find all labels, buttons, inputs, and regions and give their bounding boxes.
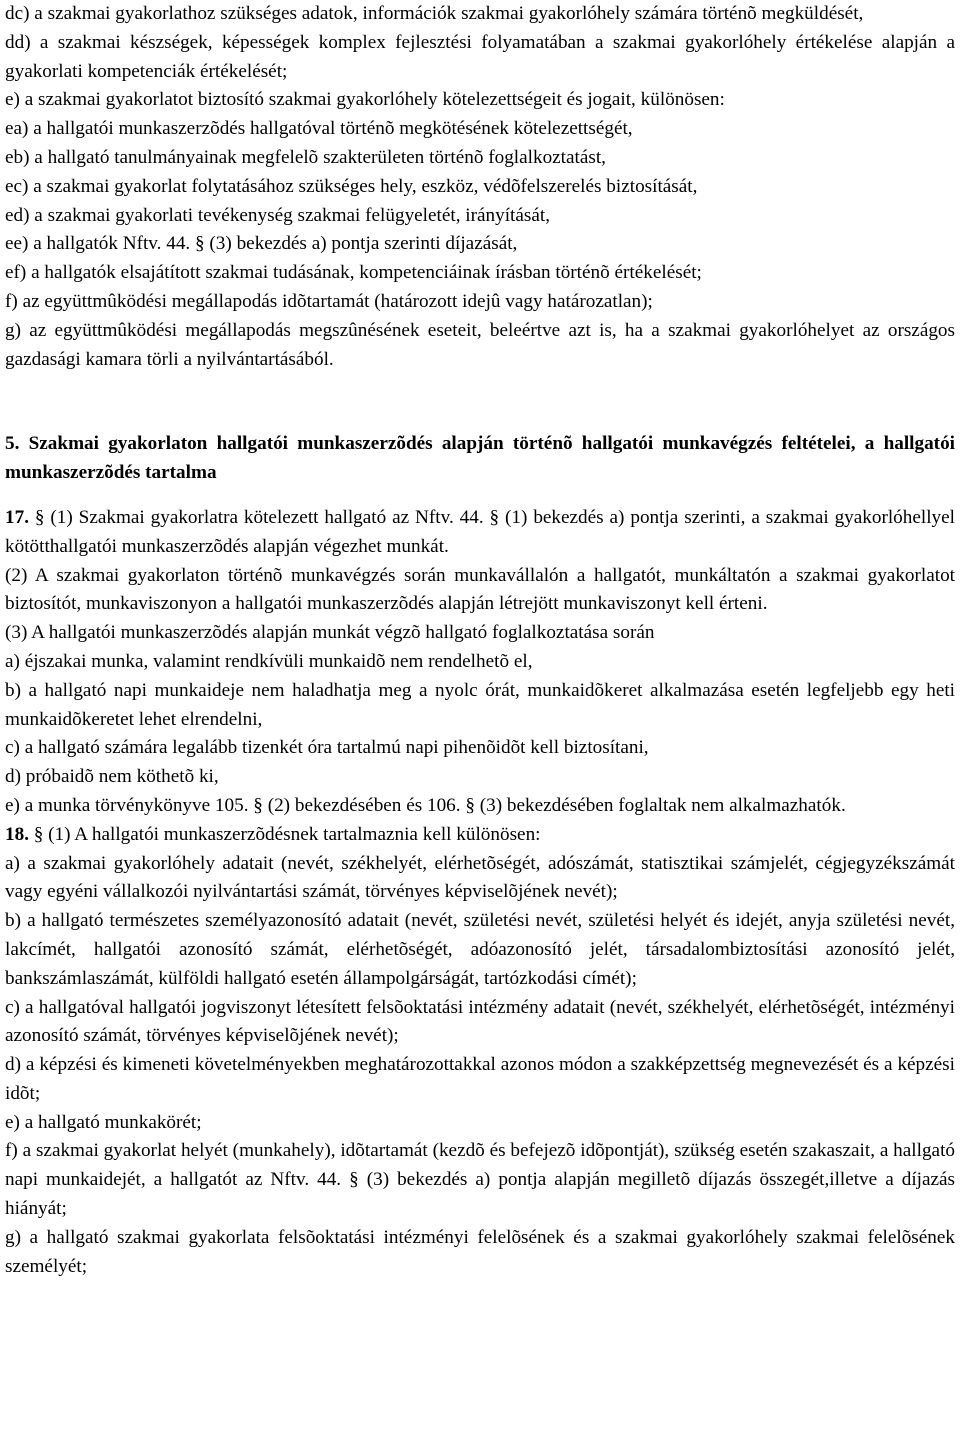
paragraph-eb: eb) a hallgató tanulmányainak megfelelõ szakterületen történõ foglalkoztatást, [5,146,606,168]
paragraph-dc: dc) a szakmai gyakorlathoz szükséges adatok, információk szakmai gyakorlóhely számára történõ megküldését, [5,3,864,24]
article-18-item-g: g) a hallgató szakmai gyakorlata felsõoktatási intézményi felelõsének és a szakmai gyakorlóhely szakmai felelõsének személyét; [5,1226,955,1277]
paragraph-f: f) az együttmûködési megállapodás idõtartamát (határozott idejû vagy határozatlan); [5,290,653,312]
article-18-item-a: a) a szakmai gyakorlóhely adatait (nevét, székhelyét, elérhetõségét, adószámát, statisztikai számjelét, cégjegyzékszámát vagy egyéni vállalkozói nyilvántartási számát, törvényes képviselõjének nevét); [5,852,955,903]
article-18-item-c: c) a hallgatóval hallgatói jogviszonyt létesített felsõoktatási intézmény adatait (nevét, székhelyét, elérhetõségét, intézményi azonosító számát, törvényes képviselõjének nevét); [5,996,955,1047]
document-page [5,0,955,1281]
article-18-item-e: e) a hallgató munkakörét; [5,1111,202,1133]
article-17-item-a: a) éjszakai munka, valamint rendkívüli munkaidõ nem rendelhetõ el, [5,650,533,672]
article-17-item-b: b) a hallgató napi munkaideje nem haladhatja meg a nyolc órát, munkaidõkeret alkalmazása esetén legfeljebb egy heti munkaidõkeretet lehet elrendelni, [5,679,955,730]
article-number-18: 18. [5,823,29,845]
paragraph-e: e) a szakmai gyakorlatot biztosító szakmai gyakorlóhely kötelezettségeit és jogait, különösen: [5,89,725,111]
article-17-para-2: (2) A szakmai gyakorlaton történõ munkavégzés során munkavállalón a hallgatót, munkáltatón a szakmai gyakorlatot biztosítót, munkaviszonyon a hallgatói munkaszerzõdés alapján létrejött munkaviszonyt kell érteni. [5,564,955,615]
article-18-para-1-text: § (1) A hallgatói munkaszerzõdésnek tartalmaznia kell különösen: [33,823,541,845]
article-17-item-d: d) próbaidõ nem köthetõ ki, [5,766,219,788]
paragraph-ec: ec) a szakmai gyakorlat folytatásához szükséges hely, eszköz, védõfelszerelés biztosítását, [5,175,698,197]
section-heading: 5. Szakmai gyakorlaton hallgatói munkaszerzõdés alapján történõ hallgatói munkavégzés feltételei, a hallgatói munkaszerzõdés tartalma [5,433,955,484]
article-18-item-d: d) a képzési és kimeneti követelményekben meghatározottakkal azonos módon a szakképzettség megnevezését és a képzési idõt; [5,1054,955,1104]
article-17-para-1 [5,504,955,562]
article-number-17: 17. [5,506,29,528]
article-17-item-c: c) a hallgató számára legalább tizenkét óra tartalmú napi pihenõidõt kell biztosítani, [5,737,649,759]
paragraph-ed: ed) a szakmai gyakorlati tevékenység szakmai felügyeletét, irányítását, [5,204,551,226]
article-18-item-f: f) a szakmai gyakorlat helyét (munkahely), idõtartamát (kezdõ és befejezõ idõpontját), szükség esetén szakaszait, a hallgató napi munkaidejét, a hallgatót az Nftv. 44. § (3) bekezdés a) pontja alapján megilletõ díjazás összegét,illetve a díjazás hiányát; [5,1140,955,1220]
article-18-item-b: b) a hallgató természetes személyazonosító adatait (nevét, születési nevét, születési helyét és idejét, anyja születési nevét, lakcímét, hallgatói azonosító számát, elérhetõségét, adóazonosító jelét, társadalombiztosítási azonosító jelét, bankszámlaszámát, külföldi hallgató esetén állampolgárságát, tartózkodási címét); [5,910,955,989]
article-18-para-1 [5,821,955,850]
article-17-para-3: (3) A hallgatói munkaszerzõdés alapján munkát végzõ hallgató foglalkoztatása során [5,622,655,644]
article-17-para-1-text: § (1) Szakmai gyakorlatra kötelezett hallgató az Nftv. 44. § (1) bekezdés a) pontja szerinti, a szakmai gyakorlóhellyel kötötthallgatói munkaszerzõdés alapján végezhet munkát. [5,506,955,557]
paragraph-ee: ee) a hallgatók Nftv. 44. § (3) bekezdés a) pontja szerinti díjazását, [5,233,518,255]
paragraph-dd: dd) a szakmai készségek, képességek komplex fejlesztési folyamatában a szakmai gyakorlóhely értékelése alapján a gyakorlati kompetenciák értékelését; [5,31,955,82]
paragraph-ef: ef) a hallgatók elsajátított szakmai tudásának, kompetenciáinak írásban történõ értékelését; [5,262,702,284]
article-17-item-e: e) a munka törvénykönyve 105. § (2) bekezdésében és 106. § (3) bekezdésében foglaltak nem alkalmazhatók. [5,794,846,816]
paragraph-g: g) az együttmûködési megállapodás megszûnésének eseteit, beleértve azt is, ha a szakmai gyakorlóhelyet az országos gazdasági kamara törli a nyilvántartásából. [5,319,955,370]
paragraph-ea: ea) a hallgatói munkaszerzõdés hallgatóval történõ megkötésének kötelezettségét, [5,118,633,140]
